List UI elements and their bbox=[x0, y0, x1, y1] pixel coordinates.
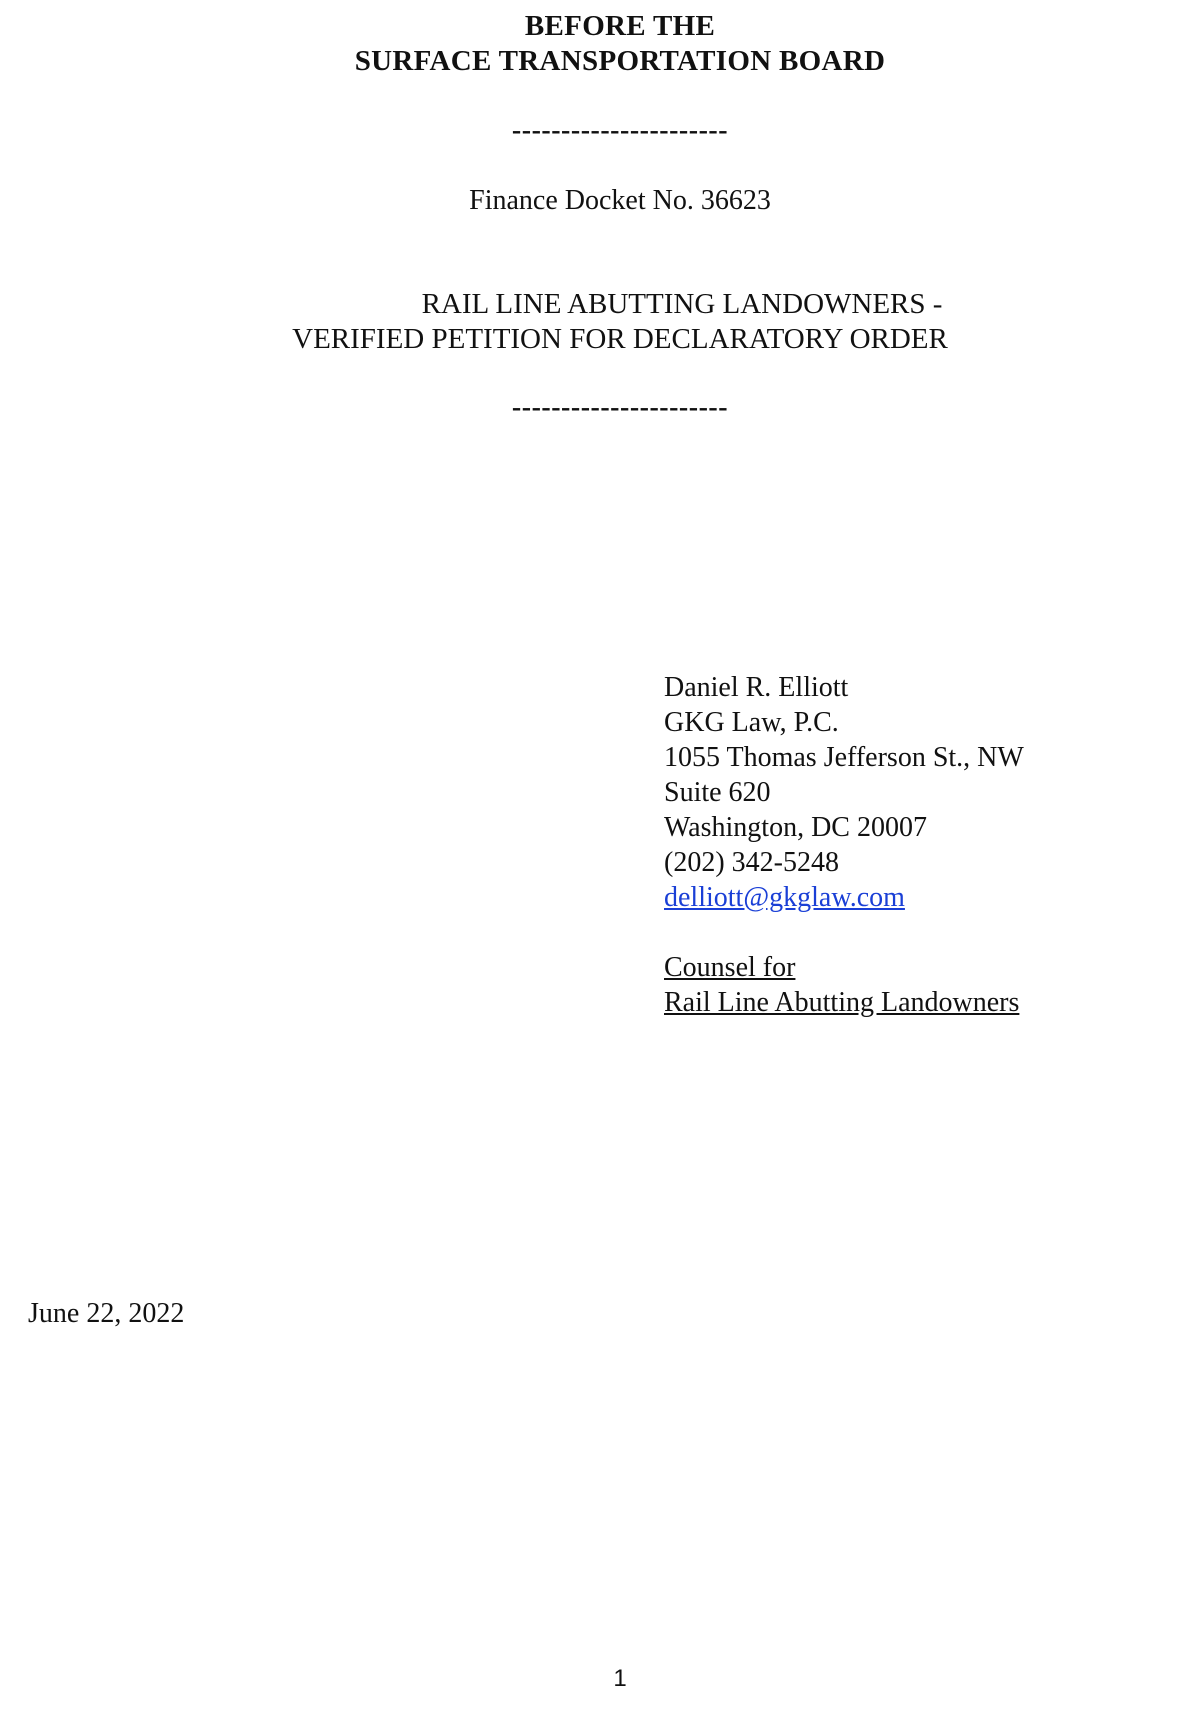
counsel-email-link[interactable]: delliott@gkglaw.com bbox=[664, 882, 905, 913]
counsel-phone: (202) 342-5248 bbox=[664, 847, 839, 878]
document-date: June 22, 2022 bbox=[28, 1298, 185, 1329]
counsel-city: Washington, DC 20007 bbox=[664, 812, 927, 843]
counsel-firm: GKG Law, P.C. bbox=[664, 707, 839, 738]
counsel-suite: Suite 620 bbox=[664, 777, 771, 808]
heading-before-the: BEFORE THE bbox=[524, 10, 716, 42]
counsel-name: Daniel R. Elliott bbox=[664, 672, 849, 703]
counsel-address-block bbox=[664, 670, 1024, 915]
document-title-line2: VERIFIED PETITION FOR DECLARATORY ORDER bbox=[292, 323, 948, 355]
separator-top: ---------------------- bbox=[511, 115, 729, 146]
separator-bottom: ---------------------- bbox=[511, 392, 729, 423]
heading-board-name: SURFACE TRANSPORTATION BOARD bbox=[354, 45, 886, 77]
counsel-for-label: Counsel for bbox=[664, 952, 796, 983]
counsel-for-block bbox=[664, 950, 1019, 1020]
counsel-for-party: Rail Line Abutting Landowners bbox=[664, 987, 1020, 1018]
document-title-line1: RAIL LINE ABUTTING LANDOWNERS - bbox=[421, 288, 943, 320]
counsel-street: 1055 Thomas Jefferson St., NW bbox=[664, 742, 1024, 773]
docket-number: Finance Docket No. 36623 bbox=[469, 185, 771, 216]
page-number: 1 bbox=[613, 1665, 627, 1692]
